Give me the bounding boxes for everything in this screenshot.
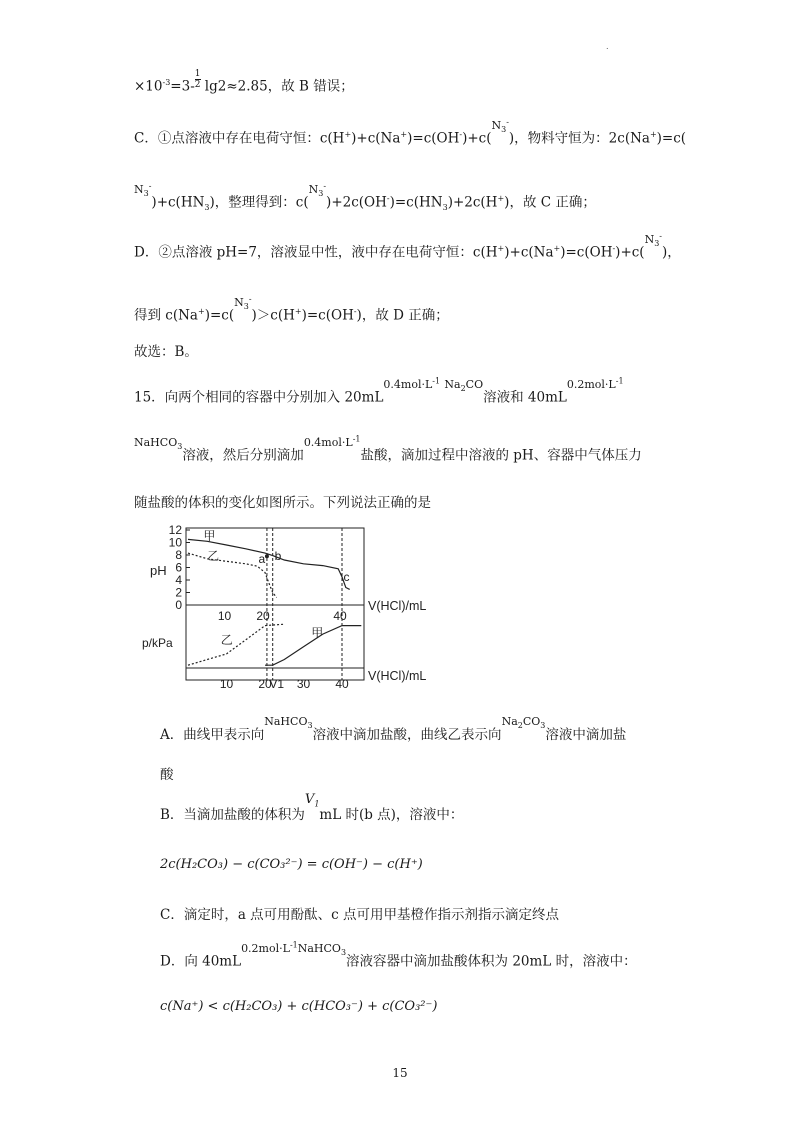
ph-tick-label: 6	[175, 560, 182, 575]
option-a-line-1: A．曲线甲表示向$^{NaHCO_3}$溶液中滴加盐酸，曲线乙表示向$^{Na_2CO_3}$溶液中滴加盐	[160, 715, 627, 743]
question-15-line-2: $^{NaHCO_3}$溶液，然后分别滴加$^{0.4mol\cdot L^{-1}}$盐酸，滴加过程中溶液的 pH、容器中气体压力	[134, 434, 642, 464]
ph-x-axis-label: V(HCl)/mL	[368, 599, 427, 613]
text-line-1: $\times 10^{-3}=3-$ $\frac{1}{2} \lg 2\approx 2.85$，故 B 错误；	[134, 68, 354, 95]
ph-tick-label: 2	[175, 585, 182, 600]
pressure-x-tick-label: 40	[335, 677, 349, 691]
point-a-label: a	[258, 552, 266, 566]
label-yi: 乙	[207, 549, 220, 563]
ph-tick-label: 4	[175, 573, 182, 587]
titration-chart	[140, 520, 427, 692]
question-15-line-1: 15．向两个相同的容器中分别加入 $20mL^{0.4mol\cdot L^{-1}}$ $^{Na_2CO}$溶液和 $40mL^{0.2mol\cdot L^{-1}}$	[134, 376, 624, 406]
ph-x-tick-label: 10	[217, 609, 232, 623]
ph-x-tick-label: 20	[256, 609, 270, 623]
pressure-x-tick-label: 20	[258, 677, 272, 691]
ph-tick-label: 8	[175, 548, 182, 562]
ph-tick-label: 0	[175, 598, 182, 612]
pressure-x-tick-label: 10	[219, 677, 234, 691]
pressure-label-yi: 乙	[220, 633, 233, 647]
fraction-half: $\frac{1}{2}$	[194, 68, 201, 90]
corner-mark: .	[606, 42, 609, 51]
option-b-line-1: B．当滴加盐酸的体积为$V_1mL$ 时(b 点)，溶液中：	[160, 792, 464, 823]
option-d-equation: c(Na⁺) < c(H₂CO₃) + c(HCO₃⁻) + c(CO₃²⁻)	[160, 999, 438, 1014]
option-d-line-1: D．向 $40mL^{0.2mol\cdot L^{-1}NaHCO_3}$溶液容器中滴加盐酸体积为 20mL 时，溶液中：	[160, 940, 637, 970]
option-d-line-2: 得到 c(Na+)=c($^{N_3^-}$)＞c(H+)=c(OH-)，故 D 正确；	[134, 293, 449, 324]
ph-tick-label: 10	[168, 535, 182, 550]
option-b-equation: 2c(H₂CO₃) − c(CO₃²⁻) = c(OH⁻) − c(H⁺)	[160, 857, 423, 872]
question-15-line-3: 随盐酸的体积的变化如图所示。下列说法正确的是	[134, 495, 431, 511]
pressure-x-axis-label: V(HCl)/mL	[368, 669, 427, 683]
option-c-line-1: C．①点溶液中存在电荷守恒：c(H+)+c(Na+)=c(OH-)+c($^{N_3^-}$)，物料守恒为：2c(Na+)=c(	[134, 116, 687, 147]
point-c-label: c	[343, 570, 350, 584]
point-b-label: b	[274, 549, 282, 563]
pressure-x-tick-label: V1	[269, 677, 285, 691]
option-c-text: C．滴定时，a 点可用酚酞、c 点可用甲基橙作指示剂指示滴定终点	[160, 907, 560, 923]
pressure-series-yi	[188, 624, 284, 665]
ph-series-jia	[188, 539, 350, 589]
ph-axis-label: pH	[150, 563, 167, 578]
ph-tick-label: 12	[168, 523, 182, 537]
answer-line: 故选：B。	[134, 344, 198, 360]
point-a	[265, 554, 269, 558]
label-jia: 甲	[203, 529, 216, 543]
ph-x-tick-label: 40	[333, 609, 347, 623]
pressure-label-jia: 甲	[311, 626, 324, 640]
pressure-axis-label: p/kPa	[142, 636, 173, 650]
pressure-x-tick-label: 30	[296, 677, 311, 691]
option-d-line-1: D．②点溶液 pH=7，溶液显中性，液中存在电荷守恒：c(H+)+c(Na+)=c(OH-)+c($^{N_3^-}$)，	[134, 230, 681, 261]
chart-marks	[142, 523, 426, 691]
option-c-line-2: $^{N_3^-})+c(HN_3)$，整理得到：$c(^{N_3^-})+2c(OH^-)=c(HN_3)+2c(H^+)$，故 C 正确；	[134, 180, 596, 213]
option-a-line-2: 酸	[160, 767, 174, 783]
page-number: 15	[392, 1066, 408, 1080]
